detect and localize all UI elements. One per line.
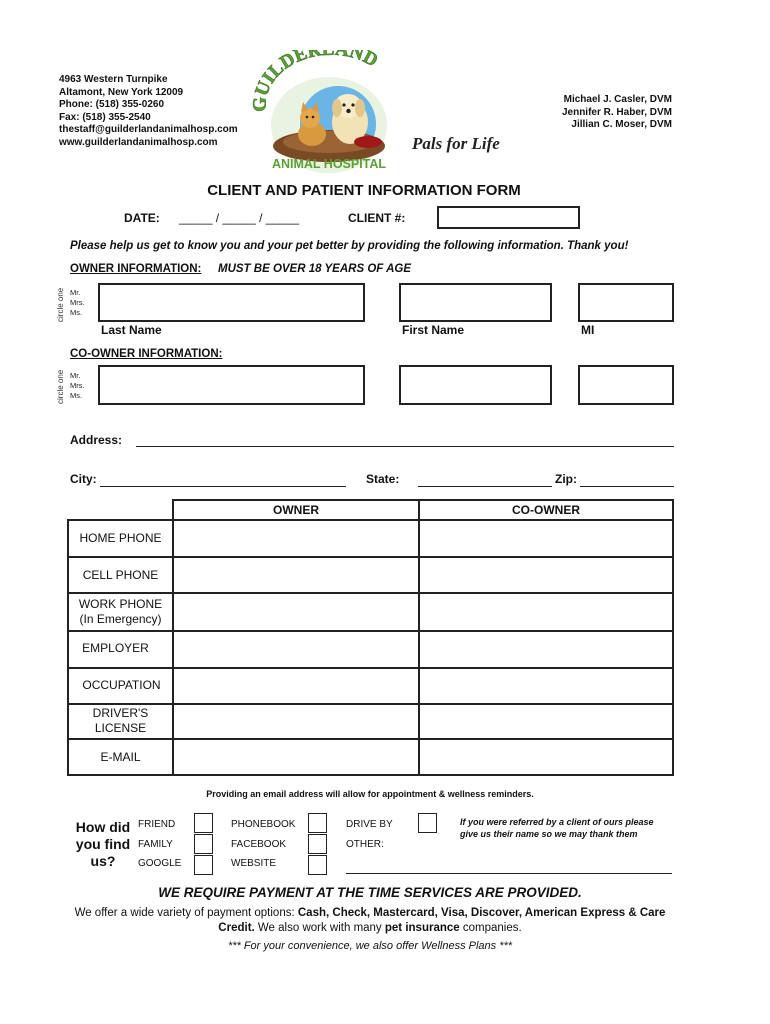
coowner-license-cell[interactable] bbox=[420, 705, 672, 738]
title-option[interactable]: Mr. bbox=[70, 371, 81, 380]
logo-arc-text: GUILDER AND bbox=[249, 50, 382, 113]
referral-option-website: WEBSITE bbox=[231, 858, 277, 869]
coowner-last-name-field[interactable] bbox=[98, 365, 365, 405]
client-number-field[interactable] bbox=[437, 206, 580, 229]
logo-sub-text: ANIMAL HOSPITAL bbox=[271, 157, 387, 171]
referral-option-family: FAMILY bbox=[138, 839, 173, 850]
column-header-owner: OWNER bbox=[273, 503, 319, 517]
first-name-label: First Name bbox=[402, 323, 465, 337]
other-field[interactable] bbox=[346, 873, 672, 874]
client-number-label: CLIENT #: bbox=[348, 211, 406, 225]
city-label: City: bbox=[70, 472, 97, 486]
coowner-first-name-field[interactable] bbox=[399, 365, 552, 405]
coowner-cell-phone-cell[interactable] bbox=[420, 558, 672, 592]
address-label: Address: bbox=[70, 433, 123, 447]
coowner-work-phone-cell[interactable] bbox=[420, 594, 672, 630]
referral-question: How did you find us? bbox=[75, 819, 131, 869]
insurance-intro: We also work with many bbox=[254, 922, 385, 934]
row-label-work-phone: WORK PHONE (In Emergency) bbox=[78, 597, 163, 626]
row-label-cell-phone: CELL PHONE bbox=[82, 568, 159, 582]
row-label-employer: EMPLOYER bbox=[82, 641, 149, 655]
owner-home-phone-cell[interactable] bbox=[174, 521, 418, 556]
owner-first-name-field[interactable] bbox=[399, 283, 552, 322]
row-label-occupation: OCCUPATION bbox=[82, 678, 161, 692]
website-checkbox[interactable] bbox=[308, 855, 327, 875]
coowner-occupation-cell[interactable] bbox=[420, 669, 672, 703]
owner-title-options[interactable] bbox=[70, 288, 85, 318]
insurance-outro: companies. bbox=[459, 922, 522, 934]
state-label: State: bbox=[366, 472, 400, 486]
payment-heading: WE REQUIRE PAYMENT AT THE TIME SERVICES ARE PROVIDED. bbox=[158, 885, 582, 900]
circle-one-label: circle one bbox=[56, 287, 65, 322]
friend-checkbox[interactable] bbox=[194, 813, 213, 833]
referral-option-other: OTHER: bbox=[346, 839, 384, 850]
address-line: 4963 Western Turnpike bbox=[59, 74, 168, 85]
coowner-email-cell[interactable] bbox=[420, 740, 672, 774]
row-label-drivers-license: DRIVER'S LICENSE bbox=[92, 706, 149, 735]
column-header-coowner: CO-OWNER bbox=[512, 503, 580, 517]
coowner-title-options[interactable] bbox=[70, 371, 85, 401]
address-line: Altamont, New York 12009 bbox=[59, 86, 184, 98]
circle-one-label: circle one bbox=[56, 369, 65, 404]
owner-occupation-cell[interactable] bbox=[174, 669, 418, 703]
website-line: www.guilderlandanimalhosp.com bbox=[59, 136, 218, 148]
owner-mi-field[interactable] bbox=[578, 283, 674, 322]
google-checkbox[interactable] bbox=[194, 855, 213, 875]
form-title: CLIENT AND PATIENT INFORMATION FORM bbox=[207, 182, 521, 199]
city-field[interactable] bbox=[100, 486, 346, 487]
title-option[interactable]: Ms. bbox=[70, 308, 83, 317]
payment-options-intro: We offer a wide variety of payment options: bbox=[74, 907, 298, 919]
payment-methods: Cash, Check, Mastercard, Visa, Discover, American Express & Care bbox=[297, 907, 666, 919]
owner-email-cell[interactable] bbox=[174, 740, 418, 774]
drive-by-checkbox[interactable] bbox=[418, 813, 437, 833]
phonebook-checkbox[interactable] bbox=[308, 813, 327, 833]
zip-label: Zip: bbox=[555, 472, 577, 486]
referral-option-friend: FRIEND bbox=[138, 819, 176, 830]
wellness-plans-note: *** For your convenience, we also offer Wellness Plans *** bbox=[227, 940, 513, 952]
referral-option-facebook: FACEBOOK bbox=[231, 839, 287, 850]
email-line: thestaff@guilderlandanimalhosp.com bbox=[59, 124, 238, 135]
facebook-checkbox[interactable] bbox=[308, 834, 327, 854]
title-option[interactable]: Mrs. bbox=[70, 298, 85, 307]
doctor-name: Jillian C. Moser, DVM bbox=[571, 119, 672, 130]
care-credit: Credit. bbox=[218, 922, 255, 934]
coowner-employer-cell[interactable] bbox=[420, 632, 672, 667]
row-label-email: E-MAIL bbox=[100, 750, 141, 764]
phone-line: Phone: (518) 355-0260 bbox=[59, 99, 165, 110]
doctor-list bbox=[562, 94, 672, 132]
doctor-name: Michael J. Casler, DVM bbox=[563, 94, 672, 105]
zip-field[interactable] bbox=[580, 486, 674, 487]
owner-age-note: MUST BE OVER 18 YEARS OF AGE bbox=[218, 263, 411, 275]
coowner-mi-field[interactable] bbox=[578, 365, 674, 405]
clinic-address bbox=[59, 74, 238, 149]
coowner-heading: CO-OWNER INFORMATION: bbox=[70, 348, 223, 360]
payment-options-line2 bbox=[0, 922, 740, 934]
row-label-home-phone: HOME PHONE bbox=[79, 531, 162, 545]
mi-label: MI bbox=[581, 323, 595, 337]
email-note: Providing an email address will allow for appointment & wellness reminders. bbox=[206, 789, 534, 799]
fax-line: Fax: (518) 355-2540 bbox=[59, 111, 151, 123]
last-name-label: Last Name bbox=[101, 323, 162, 337]
family-checkbox[interactable] bbox=[194, 834, 213, 854]
doctor-name: Jennifer R. Haber, DVM bbox=[561, 106, 672, 118]
state-field[interactable] bbox=[418, 486, 552, 487]
date-field[interactable]: _____ / _____ / _____ bbox=[179, 211, 300, 225]
owner-last-name-field[interactable] bbox=[98, 283, 365, 322]
pet-insurance: pet insurance bbox=[384, 922, 460, 934]
tagline: Pals for Life bbox=[412, 134, 500, 153]
owner-heading: OWNER INFORMATION: bbox=[70, 263, 202, 275]
payment-options-line1 bbox=[0, 907, 740, 919]
owner-license-cell[interactable] bbox=[174, 705, 418, 738]
coowner-home-phone-cell[interactable] bbox=[420, 521, 672, 556]
owner-employer-cell[interactable] bbox=[174, 632, 418, 667]
address-field[interactable] bbox=[136, 446, 674, 447]
title-option[interactable]: Mrs. bbox=[70, 381, 85, 390]
owner-work-phone-cell[interactable] bbox=[174, 594, 418, 630]
referral-option-drive-by: DRIVE BY bbox=[346, 819, 393, 830]
date-label: DATE: bbox=[124, 211, 160, 225]
intro-text: Please help us get to know you and your pet better by providing the following information. Thank you! bbox=[70, 240, 629, 252]
clinic-logo bbox=[244, 50, 414, 175]
referral-option-google: GOOGLE bbox=[138, 858, 182, 869]
owner-cell-phone-cell[interactable] bbox=[174, 558, 418, 592]
referral-option-phonebook: PHONEBOOK bbox=[231, 819, 296, 830]
title-option[interactable]: Mr. bbox=[70, 288, 81, 297]
referral-note: If you were referred by a client of ours please give us their name so we may thank them bbox=[460, 817, 654, 839]
title-option[interactable]: Ms. bbox=[70, 391, 83, 400]
